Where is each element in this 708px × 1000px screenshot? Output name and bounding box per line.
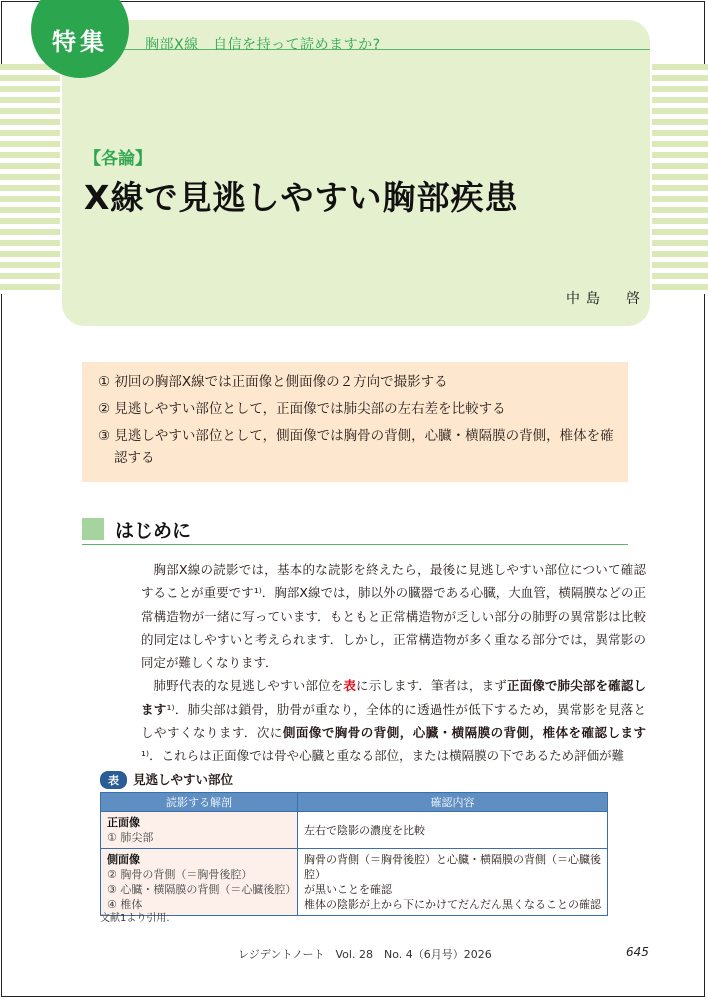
body-text — [141, 558, 646, 768]
decorative-stripes-right — [652, 64, 708, 294]
row-content: 左右で陰影の濃度を比較 — [304, 823, 425, 837]
table-header-content: 確認内容 — [298, 793, 608, 812]
table-reference-note: 文献1より引用. — [100, 913, 170, 924]
row-heading: 側面像 — [107, 853, 140, 866]
row-content: 胸骨の背側（＝胸骨後腔）と心臓・横隔膜の背側（＝心臓後腔） — [304, 853, 601, 881]
decorative-stripes-left — [0, 64, 60, 294]
section-rule — [82, 544, 628, 545]
paragraph-2 — [141, 674, 646, 767]
table-caption-text: 見逃しやすい部位 — [133, 772, 234, 787]
row-item: ④ 椎体 — [107, 898, 143, 911]
row-item: ② 胸骨の背側（＝胸骨後腔） — [107, 868, 253, 881]
table-cell-content — [298, 812, 608, 849]
table-cell-anatomy — [101, 849, 298, 916]
p2-text-f: ¹⁾．これらは正面像では骨や心臓と重なる部位，または横隔膜の下であるため評価が難 — [141, 748, 625, 764]
table-row — [101, 812, 608, 849]
series-title: 胸部X線 自信を持って読めますか? — [145, 37, 381, 53]
page-number: 645 — [626, 945, 649, 959]
p2-text-a: 肺野代表的な見逃しやすい部位を — [153, 678, 344, 694]
row-item: ③ 心臓・横隔膜の背側（＝心臓後腔） — [107, 883, 297, 896]
table-row — [101, 849, 608, 916]
row-item: ① 肺尖部 — [107, 831, 154, 844]
p2-text-d: ¹⁾．肺尖部は鎖骨，肋骨が重なり，全体的に透過性が低下するため，異常影を見落としやすくなります．次に — [141, 701, 646, 741]
feature-badge-label: 特集 — [52, 28, 108, 56]
row-content: が黒いことを確認 — [304, 883, 392, 896]
table-header-anatomy: 読影する解剖 — [101, 793, 298, 812]
table-cell-anatomy — [101, 812, 298, 849]
key-point-3: ③ 見逃しやすい部位として，側面像では胸骨の背側，心臓・横隔膜の背側，椎体を確 — [98, 428, 614, 444]
key-point-1: ① 初回の胸部X線では正面像と側面像の２方向で撮影する — [98, 374, 448, 390]
key-points-box — [82, 362, 628, 482]
table-header-row — [101, 793, 608, 812]
author-name: 中島 啓 — [566, 291, 646, 307]
key-point-2: ② 見逃しやすい部位として，正面像では肺尖部の左右差を比較する — [98, 401, 506, 417]
key-point-3-continued: 認する — [114, 450, 155, 466]
table-caption — [100, 770, 233, 789]
row-content: 椎体の陰影が上から下にかけてだんだん黒くなることの確認 — [304, 898, 601, 911]
table-cell-content — [298, 849, 608, 916]
paragraph-1: 胸部X線の読影では，基本的な読影を終えたら，最後に見逃しやすい部位について確認することが重要です¹⁾．胸部X線では，肺以外の臓器である心臓，大血管，横隔膜などの正常構造物が一緒に写っています．もともと正常構造物が乏しい部分の肺野の異常影は比較的同定はしやすいと考えられます．しかし，正常構造物が多く重なる部分では，異常影の同定が難しくなります． — [141, 562, 646, 671]
p2-text-b: に示します．筆者は，まず — [356, 678, 507, 694]
section-title: はじめに — [115, 520, 192, 542]
p2-emphasis-2: 側面像で胸骨の背側，心臓・横隔膜の背側，椎体を確認します — [282, 725, 646, 741]
table-reference-link[interactable]: 表 — [343, 678, 357, 694]
p2-emphasis-1: 正面像で肺尖部を確認します — [141, 678, 646, 717]
journal-footer: レジデントノート Vol. 28 No. 4（6月号）2026 — [238, 948, 492, 961]
row-heading: 正面像 — [107, 816, 140, 829]
table-tag: 表 — [100, 771, 127, 789]
blind-spots-table — [100, 792, 608, 916]
article-title: X線で見逃しやすい胸部疾患 — [84, 178, 519, 217]
article-category: 【各論】 — [84, 149, 152, 169]
section-marker — [82, 518, 104, 540]
